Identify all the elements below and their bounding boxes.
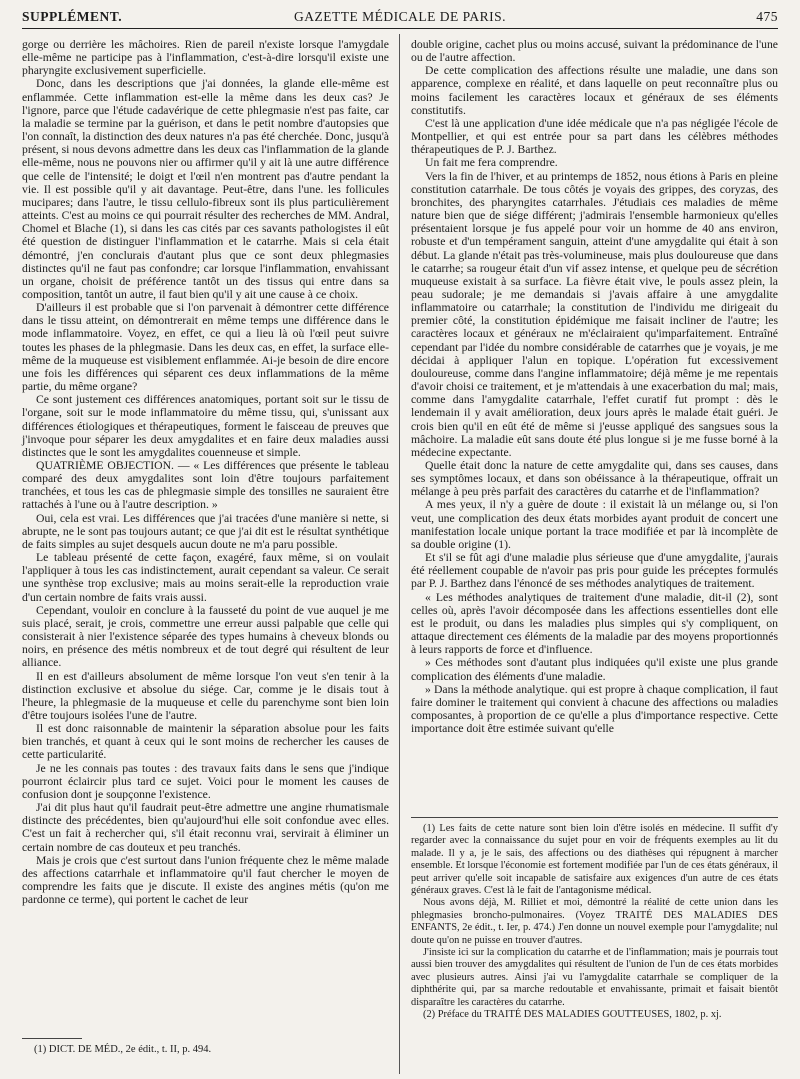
right-footnotes	[411, 823, 778, 1022]
footnote: (2) Préface du TRAITÉ DES MALADIES GOUTTEUSES, 1802, p. xj.	[423, 1009, 722, 1021]
quotation-paragraph: » Dans la méthode analytique. qui est propre à chaque complication, il faut faire dominer le traitement qui convient à chacune des affections ou maladies composantes, à proportion de ce qu'elle a plus d'importance respective. Cette importance doit être estimée suivant qu'elle	[411, 682, 778, 736]
paragraph: C'est là une application d'une idée médicale que n'a pas négligée l'école de Montpellier, et qui est entrée pour sa part dans les célèbres méthodes thérapeutiques de P. J. Barthez.	[411, 116, 778, 157]
paragraph: Je ne les connais pas toutes : des travaux faits dans le sens que j'indique pourront éclaircir plus tard ce sujet. Voici pour le moment les causes de confusion dont je soupçonne l'existence.	[22, 761, 389, 801]
left-footnotes	[22, 1043, 389, 1056]
quotation-paragraph: « Les méthodes analytiques de traitement d'une maladie, dit-il (2), sont celles où, après l'avoir décomposée dans les affections essentielles dont elle est le produit, ou dans les maladies plus simples qui s'y compliquent, on attaque directement ces éléments de la maladie par des moyens proportionnés à leurs rapports de force et d'influence.	[411, 590, 778, 657]
footnote-separator	[22, 1038, 82, 1039]
paragraph: Un fait me fera comprendre.	[425, 156, 558, 170]
footnote: J'insiste ici sur la complication du catarrhe et de l'inflammation; mais je pourrais tout aussi bien trouver des amygdalites qui résultent de l'union de l'un de ces états morbides avec plusieurs autres. Ainsi j'ai vu l'amygdalite catarrhale se compliquer de la diphthérite qui, par sa marche redoutable et envahissante, primait et faisait bientôt disparaître les caractères du catarrhe.	[411, 947, 778, 1008]
paragraph: double origine, cachet plus ou moins accusé, suivant la prédominance de l'une ou de l'autre affection.	[411, 38, 778, 65]
quotation-paragraph: » Ces méthodes sont d'autant plus indiquées qu'il existe une plus grande complication des éléments d'une maladie.	[411, 656, 778, 683]
paragraph: De cette complication des affections résulte une maladie, une dans son apparence, complexe en réalité, et dans laquelle on peut reconnaître plus ou moins facilement les caractères locaux et généraux de ses éléments constitutifs.	[411, 64, 778, 117]
paragraph: Il est donc raisonnable de maintenir la séparation absolue pour les faits bien tranchés, et quant à ceux qui le sont moins de rechercher les causes de cette particularité.	[22, 722, 389, 762]
paragraph: Vers la fin de l'hiver, et au printemps de 1852, nous étions à Paris en pleine constitution catarrhale. De tous côtés je voyais des grippes, des coryzas, des bronchites, des pharyngites catarrhales. J'étudiais ces maladies de même nature bien que de siége différent; j'admirais l'ensemble harmonieux qu'elles présentaient lorsque je fus appelé pour voir un homme de 40 ans environ, robuste et d'un tempérament sanguin, atteint d'une amygdalite qui était à son début. La glande n'était pas très-volumineuse, mais plus douloureuse que dans le catarrhe; sa rougeur était d'un vif assez intense, et quelque peu de sécrétion muqueuse existait à sa surface. La fièvre était vive, le pouls assez plein, la peau sudorale; je me demandais si j'avais affaire à une amygdalite inflammatoire ou catarrhale; la constitution de l'individu me dirigeait du premier côté, la constitution épidémique me faisait incliner de l'autre; les caractères locaux et généraux ne m'éclairaient qu'imparfaitement. Entraîné cependant par l'idée du nombre considérable de catarrhes que je voyais, je me décidai à appliquer l'alun en topique. L'opération fut excessivement douloureuse, comme dans l'angine inflammatoire; déjà même je me repentais d'avoir choisi ce traitement, et je m'attendais à une exacerbation du mal; mais, comme dans l'amygdalite catarrhale, l'effet curatif fut prompt : dès le lendemain il y avait amélioration, deux jours après le malade était guéri. Je crois bien qu'il en eût été de même si j'eusse appliqué des sangsues sous la mâchoire. La maladie eût sans doute été plus longue si je me fusse borné à la médecine expectante.	[411, 169, 778, 459]
paragraph: Cependant, vouloir en conclure à la fausseté du point de vue auquel je me suis placé, serait, je crois, commettre une erreur aussi palpable que celle qui consisterait à nier l'existence séparée des types humains à cheveux blonds ou noirs, en présence des métis nombreux et de tout degré qui résultent de leur alliance.	[22, 603, 389, 670]
paragraph: Il en est d'ailleurs absolument de même lorsque l'on veut s'en tenir à la distinction exclusive et absolue du siége. Car, comme je le disais tout à l'heure, la phlegmasie de la muqueuse et celle du parenchyme sont bien loin d'être toujours isolées l'une de l'autre.	[22, 669, 389, 722]
paragraph: Quelle était donc la nature de cette amygdalite qui, dans ses causes, dans ses symptômes locaux, et dans son obéissance à la thérapeutique, offrait un mélange à peu près parfait des caractères du catarrhe et de l'inflammation?	[411, 459, 778, 499]
objection-paragraph: QUATRIÈME OBJECTION. — « Les différences que présente le tableau comparé des deux amygdalites sont loin d'être toujours parfaitement tranchées, et tous les cas de phlegmasie simple des tonsilles ne sauraient être rattachés à l'une ou à l'autre description. »	[22, 459, 389, 512]
footnote: Nous avons déjà, M. Rilliet et moi, démontré la réalité de cette union dans les phlegmasies broncho-pulmonaires. (Voyez TRAITÉ DES MALADIES DES ENFANTS, 2e édit., t. Ier, p. 474.) J'en donne un nouvel exemple pour l'amygdalite; nul doute qu'on ne puisse en trouver d'autres.	[411, 897, 778, 946]
running-header	[22, 6, 778, 29]
paragraph: Donc, dans les descriptions que j'ai données, la glande elle-même est enflammée. Cette inflammation est-elle la même dans les deux cas? Je l'ignore, parce que l'étude cadavérique de cette phlegmasie n'est pas faite, car la maladie se termine par la guérison, et dans le petit nombre d'autopsies que l'on connaît, la distinction des deux natures n'a pas été cherchée. Donc, jusqu'à présent, si nous devons admettre dans les deux cas l'inflammation de la glande elle-même, nous ne pouvons nier ou affirmer qu'il y ait là une autre différence que celle de l'intensité; le doigt et l'œil n'en montrent pas d'autre pendant la vie. Il est possible qu'il y ait davantage. Peut-être, dans l'une. les follicules mucipares; dans l'autre, le tissu cellulo-fibreux sont ils plus particulièrement atteints. C'est au moins ce qui pourrait résulter des recherches de MM. Andral, Chomel et Blache (1), si dans les cas cités par ces savants pathologistes il eût été question de distinguer l'inflammation et le catarrhe. Mais si cela était démontré, j'en conclurais d'autant plus que ce sont deux phlegmasies distinctes qu'il ne faut pas confondre; car lorsque l'inflammation, envahissant un organe, choisit de préférence tantôt un des tissus qui entre dans sa composition, tantôt un autre, il faut bien qu'il y ait une cause à ce choix.	[22, 77, 389, 301]
paragraph: gorge ou derrière les mâchoires. Rien de pareil n'existe lorsque l'amygdale elle-même ne participe pas à l'inflammation, c'est-à-dire lorsqu'il existe une pharyngite exclusivement superficielle.	[22, 38, 389, 78]
journal-title: GAZETTE MÉDICALE DE PARIS.	[294, 9, 506, 24]
paragraph: Ce sont justement ces différences anatomiques, portant soit sur le tissu de l'organe, soit sur le mode inflammatoire du même tissu, qui, s'unissant aux différences étiologiques et thérapeutiques, forment le faisceau de preuves que j'invoque pour séparer les deux amygdalites et en faire deux maladies aussi distinctes que le sont les amygdalites couenneuse et simple.	[22, 393, 389, 459]
section-label: SUPPLÉMENT.	[22, 9, 123, 24]
paragraph: Le tableau présenté de cette façon, exagéré, faux même, si on voulait l'appliquer à tous les cas indistinctement, aurait cependant sa valeur. Ce serait une synthèse trop exclusive; mais au moins serait-elle la reproduction vraie d'un certain nombre de faits vrais aussi.	[22, 551, 389, 604]
paragraph: D'ailleurs il est probable que si l'on parvenait à démontrer cette différence dans le tissu atteint, on démontrerait en même temps une différence dans le mode inflammatoire. Voyez, en effet, ce qui a lieu là où l'œil peut suivre toutes les phases de la phlegmasie. Dans les deux cas, en effet, la surface elle-même de la muqueuse est visiblement enflammée. Ai-je besoin de dire encore une fois les différences qui séparent ces deux inflammations de la même partie, du même organe?	[22, 301, 389, 394]
footnote: (1) DICT. DE MÉD., 2e édit., t. II, p. 494.	[34, 1044, 212, 1055]
paragraph: A mes yeux, il n'y a guère de doute : il existait là un mélange ou, si l'on veut, une complication des deux états morbides ayant produit de concert une manifestation locale unique portant la trace modifiée et par là incomplète de sa double origine (1).	[411, 498, 778, 551]
page-number: 475	[756, 9, 778, 24]
footnote: (1) Les faits de cette nature sont bien loin d'être isolés en médecine. Il suffit d'y regarder avec la connaissance du sujet pour en voir de fréquents exemples au lit du malade. Il y a, je le sais, des affections ou des diathèses qui répugnent à marcher ensemble. Et lorsque l'économie est fortement modifiée par l'un de ces états généraux, il peut arriver qu'elle soit incapable de satisfaire aux exigences d'un autre de ces états généraux graves. C'est là le fait de l'antagonisme médical.	[411, 823, 778, 897]
footnote-separator	[411, 817, 778, 818]
paragraph: Et s'il se fût agi d'une maladie plus sérieuse que d'une amygdalite, j'aurais été réellement coupable de n'avoir pas pris pour guide les préceptes formulés par P. J. Barthez dans l'énoncé de ses méthodes analytiques de traitement.	[411, 551, 778, 591]
paragraph: Oui, cela est vrai. Les différences que j'ai tracées d'une manière si nette, si abrupte, ne le sont pas toujours autant; ce que j'ai dit est le résultat synthétique de faits simples au sujet desquels aucun doute ne m'a paru possible.	[22, 511, 389, 551]
paragraph: J'ai dit plus haut qu'il faudrait peut-être admettre une angine rhumatismale distincte des précédentes, bien qu'aujourd'hui elle soit confondue avec elles. C'est un fait à rechercher qui, s'il était reconnu vrai, servirait à éliminer un certain nombre de cas douteux et peu tranchés.	[22, 801, 389, 854]
paragraph: Mais je crois que c'est surtout dans l'union fréquente chez le même malade des affections catarrhale et inflammatoire qu'il faut chercher le moyen de comprendre les faits que je discute. Il existe des angines métis (qu'on me pardonne ce terme), qui portent le cachet de leur	[22, 853, 389, 907]
column-divider	[399, 34, 400, 1074]
left-column	[22, 38, 389, 1038]
right-column	[411, 38, 778, 808]
